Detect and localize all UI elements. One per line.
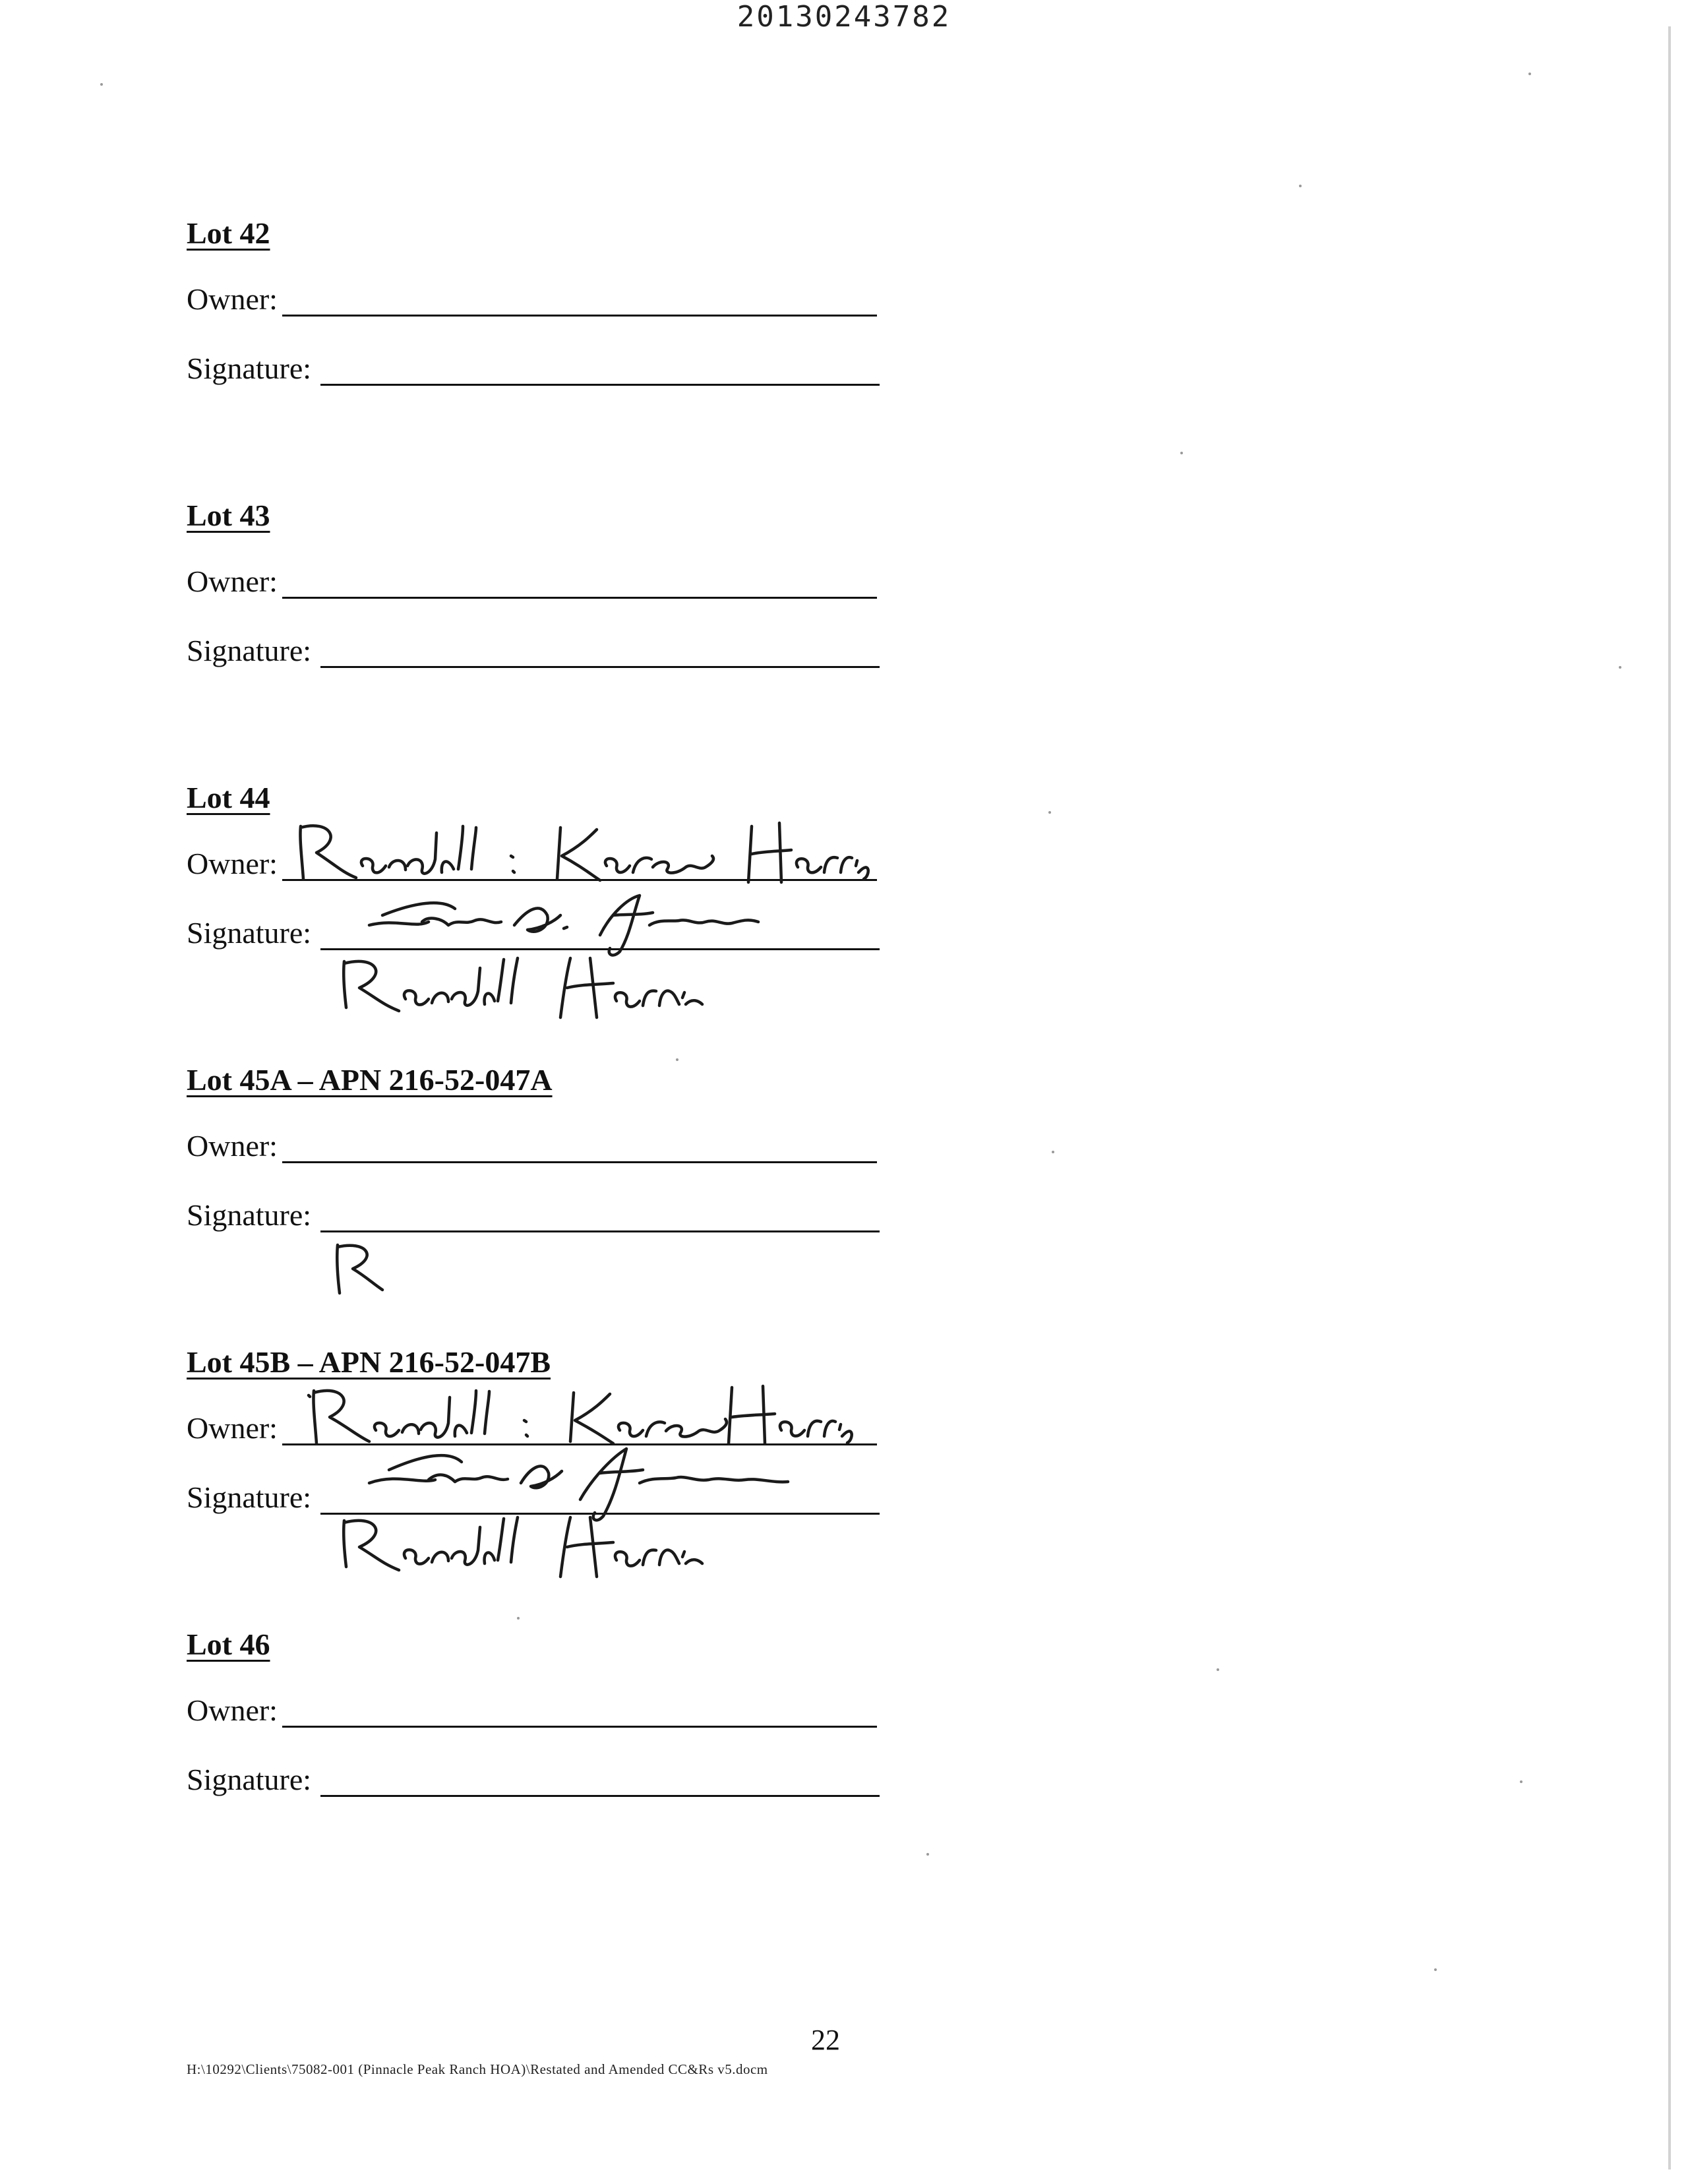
scan-speck xyxy=(1048,811,1051,814)
signature-handwriting-2 xyxy=(336,1511,706,1590)
owner-field[interactable] xyxy=(282,1443,877,1445)
scan-speck xyxy=(100,83,103,86)
scan-speck xyxy=(1528,73,1531,75)
footer-file-path: H:\10292\Clients\75082-001 (Pinnacle Peak Ranch HOA)\Restated and Amended CC&Rs v5.docm xyxy=(187,2061,768,2077)
signature-label: Signature: xyxy=(187,351,312,385)
signature-field[interactable] xyxy=(320,384,880,386)
owner-field[interactable] xyxy=(282,597,877,599)
owner-label: Owner: xyxy=(187,282,278,316)
scan-speck xyxy=(926,1853,929,1856)
signature-label: Signature: xyxy=(187,1763,312,1796)
scan-speck xyxy=(517,1617,520,1620)
owner-field[interactable] xyxy=(282,1726,877,1728)
signature-handwriting-1 xyxy=(349,1443,798,1529)
owner-field[interactable] xyxy=(282,315,877,317)
owner-handwriting xyxy=(290,820,870,892)
owner-label: Owner: xyxy=(187,1693,278,1727)
page-edge xyxy=(1668,26,1671,2169)
lot-heading: Lot 42 xyxy=(187,216,270,250)
scan-speck xyxy=(1520,1780,1522,1783)
owner-label: Owner: xyxy=(187,847,278,880)
lot-heading: Lot 44 xyxy=(187,781,270,814)
owner-handwriting xyxy=(303,1381,884,1453)
signature-label: Signature: xyxy=(187,1198,312,1232)
scan-speck xyxy=(1619,666,1621,669)
scan-speck xyxy=(1299,185,1302,187)
signature-handwriting-1 xyxy=(349,889,771,968)
signature-label: Signature: xyxy=(187,634,312,667)
owner-label: Owner: xyxy=(187,1411,278,1445)
signature-field[interactable] xyxy=(320,666,880,668)
lot-heading: Lot 45B – APN 216-52-047B xyxy=(187,1345,551,1379)
scan-speck xyxy=(1052,1151,1054,1153)
lot-heading: Lot 45A – APN 216-52-047A xyxy=(187,1063,553,1097)
signature-field[interactable] xyxy=(320,1230,880,1232)
owner-field[interactable] xyxy=(282,1161,877,1163)
signature-field[interactable] xyxy=(320,948,880,950)
signature-label: Signature: xyxy=(187,916,312,950)
lot-heading: Lot 43 xyxy=(187,499,270,532)
scan-speck xyxy=(1180,452,1183,454)
document-number: 20130243782 xyxy=(737,0,951,34)
signature-label: Signature: xyxy=(187,1480,312,1514)
page-number: 22 xyxy=(811,2024,840,2056)
signature-handwriting-2 xyxy=(336,952,706,1031)
scan-speck xyxy=(1434,1968,1437,1971)
scan-speck xyxy=(676,1058,678,1061)
owner-label: Owner: xyxy=(187,564,278,598)
owner-label: Owner: xyxy=(187,1129,278,1163)
owner-field[interactable] xyxy=(282,879,877,881)
lot-heading: Lot 46 xyxy=(187,1627,270,1661)
initial-mark-handwriting xyxy=(330,1237,396,1303)
scan-speck xyxy=(1217,1668,1219,1671)
signature-field[interactable] xyxy=(320,1795,880,1797)
signature-field[interactable] xyxy=(320,1513,880,1515)
